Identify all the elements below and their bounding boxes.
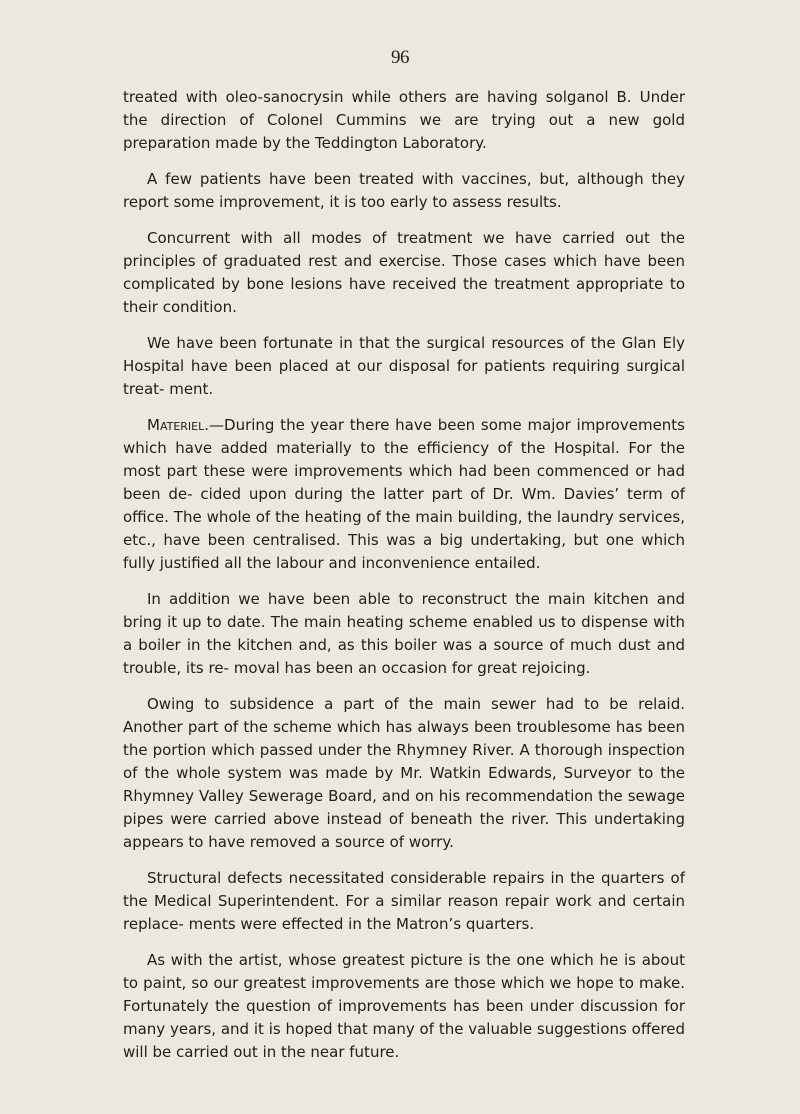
materiel-heading: Materiel.	[147, 416, 210, 434]
paragraph-materiel	[123, 414, 685, 575]
paragraph-future-improvements: As with the artist, whose greatest picture is the one which he is about to paint, so our greatest improvements are those which we hope to make. Fortunately the question of improvements has been under discussion for many years, and it is hoped that many of the valuable suggestions offered will be carried out in the near future.	[123, 951, 685, 1061]
body-text	[123, 86, 685, 1077]
paragraph-vaccines: A few patients have been treated with vaccines, but, although they report some improvement, it is too early to assess results.	[123, 170, 685, 211]
paragraph-sewer: Owing to subsidence a part of the main sewer had to be relaid. Another part of the scheme which has always been troublesome has been the portion which passed under the Rhymney River. A thorough inspection of the whole system was made by Mr. Watkin Edwards, Surveyor to the Rhymney Valley Sewerage Board, and on his recommendation the sewage pipes were carried above instead of beneath the river. This undertaking appears to have removed a source of worry.	[123, 695, 685, 851]
paragraph-gold-treatment: treated with oleo-sanocrysin while others are having solganol B. Under the direction of Colonel Cummins we are trying out a new gold preparation made by the Teddington Laboratory.	[123, 88, 685, 152]
materiel-text: —During the year there have been some major improvements which have added materially to the efficiency of the Hospital. For the most part these were improvements which had been commenced or had been de- cided upon during the latter part of Dr. Wm. Davies’ term of office. The whole of the heating of the main building, the laundry services, etc., have been centralised. This was a big undertaking, but one which fully justified all the labour and inconvenience entailed.	[123, 416, 685, 572]
paragraph-kitchen: In addition we have been able to reconstruct the main kitchen and bring it up to date. The main heating scheme enabled us to dispense with a boiler in the kitchen and, as this boiler was a source of much dust and trouble, its re- moval has been an occasion for great rejoicing.	[123, 590, 685, 677]
paragraph-surgical-resources: We have been fortunate in that the surgical resources of the Glan Ely Hospital have been placed at our disposal for patients requiring surgical treat- ment.	[123, 334, 685, 398]
paragraph-structural-defects: Structural defects necessitated considerable repairs in the quarters of the Medical Superintendent. For a similar reason repair work and certain replace- ments were effected in the Matron’s quarters.	[123, 869, 685, 933]
paragraph-rest-exercise: Concurrent with all modes of treatment we have carried out the principles of graduated rest and exercise. Those cases which have been complicated by bone lesions have received the treatment appropriate to their condition.	[123, 229, 685, 316]
page-number: 96	[391, 47, 409, 68]
